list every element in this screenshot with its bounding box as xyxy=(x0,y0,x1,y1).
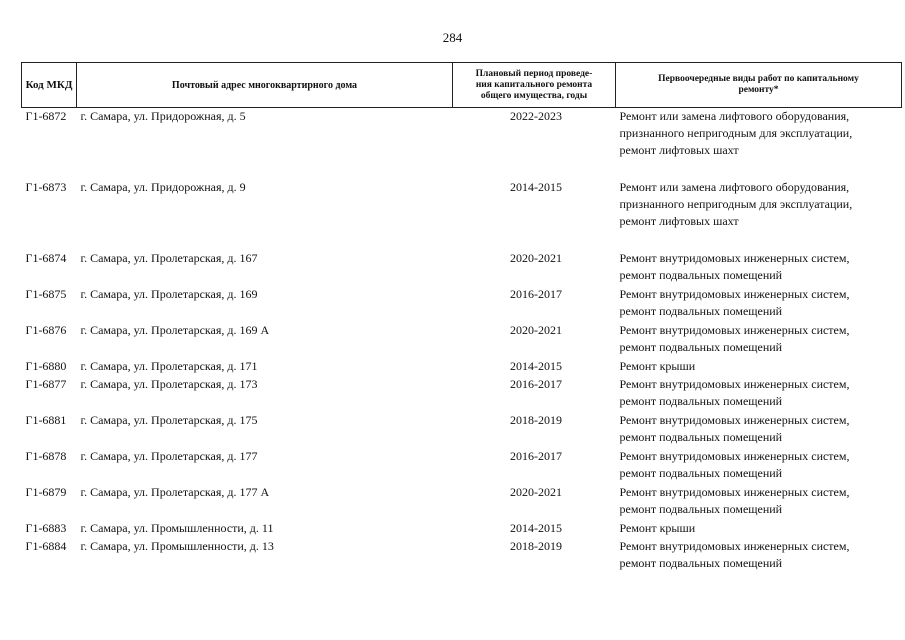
cell-address: г. Самара, ул. Пролетарская, д. 177 А xyxy=(80,485,270,499)
table-row xyxy=(22,376,902,412)
cell-period: 2020-2021 xyxy=(510,485,562,499)
work-line: ремонт лифтовых шахт xyxy=(619,214,739,228)
cell-code: Г1-6872 xyxy=(25,109,67,123)
cell-address: г. Самара, ул. Пролетарская, д. 177 xyxy=(80,449,258,463)
work-line: признанного непригодным для эксплуатации, xyxy=(619,126,853,140)
cell-code: Г1-6878 xyxy=(25,449,67,463)
cell-works xyxy=(616,322,902,358)
work-line: ремонт лифтовых шахт xyxy=(619,143,739,157)
cell-address: г. Самара, ул. Пролетарская, д. 169 А xyxy=(80,323,270,337)
work-line: Ремонт внутридомовых инженерных систем, xyxy=(619,413,850,427)
table-row xyxy=(22,286,902,322)
cell-code: Г1-6876 xyxy=(25,323,67,337)
header-period xyxy=(453,63,616,108)
table-body xyxy=(22,108,902,575)
header-address: Почтовый адрес многоквартирного дома xyxy=(77,63,453,108)
table-row xyxy=(22,484,902,520)
work-line: ремонт подвальных помещений xyxy=(619,502,783,516)
table-row xyxy=(22,520,902,538)
cell-address: г. Самара, ул. Пролетарская, д. 175 xyxy=(80,413,258,427)
table-row xyxy=(22,538,902,574)
cell-works xyxy=(616,250,902,286)
cell-code: Г1-6881 xyxy=(25,413,67,427)
cell-address: г. Самара, ул. Пролетарская, д. 169 xyxy=(80,287,258,301)
work-line: Ремонт крыши xyxy=(619,359,696,373)
cell-code: Г1-6879 xyxy=(25,485,67,499)
work-line: Ремонт внутридомовых инженерных систем, xyxy=(619,287,850,301)
cell-code: Г1-6877 xyxy=(25,377,67,391)
cell-address: г. Самара, ул. Пролетарская, д. 173 xyxy=(80,377,258,391)
cell-works xyxy=(616,448,902,484)
work-line: ремонт подвальных помещений xyxy=(619,430,783,444)
cell-period: 2022-2023 xyxy=(510,109,562,123)
cell-address: г. Самара, ул. Придорожная, д. 5 xyxy=(80,109,246,123)
cell-period: 2018-2019 xyxy=(510,539,562,553)
table-header-row xyxy=(22,63,902,108)
header-period-line: общего имущества, годы xyxy=(480,90,588,101)
housing-repair-table xyxy=(21,62,902,574)
cell-works xyxy=(616,376,902,412)
work-line: ремонт подвальных помещений xyxy=(619,466,783,480)
work-line: Ремонт или замена лифтового оборудования, xyxy=(619,180,850,194)
cell-code: Г1-6874 xyxy=(25,251,67,265)
table-row xyxy=(22,358,902,376)
cell-period: 2018-2019 xyxy=(510,413,562,427)
work-line: Ремонт внутридомовых инженерных систем, xyxy=(619,485,850,499)
header-works xyxy=(616,63,902,108)
work-line: ремонт подвальных помещений xyxy=(619,268,783,282)
page-number: 284 xyxy=(442,30,463,45)
work-line: Ремонт крыши xyxy=(619,521,696,535)
work-line: Ремонт или замена лифтового оборудования, xyxy=(619,109,850,123)
work-line: Ремонт внутридомовых инженерных систем, xyxy=(619,377,850,391)
work-line: ремонт подвальных помещений xyxy=(619,556,783,570)
work-line: признанного непригодным для эксплуатации, xyxy=(619,197,853,211)
cell-works xyxy=(616,358,902,376)
cell-period: 2020-2021 xyxy=(510,251,562,265)
cell-code: Г1-6873 xyxy=(25,180,67,194)
cell-code: Г1-6883 xyxy=(25,521,67,535)
table-row xyxy=(22,412,902,448)
table-row xyxy=(22,250,902,286)
table-row xyxy=(22,448,902,484)
cell-period: 2014-2015 xyxy=(510,359,562,373)
cell-works xyxy=(616,484,902,520)
cell-works xyxy=(616,520,902,538)
cell-works xyxy=(616,108,902,180)
work-line: Ремонт внутридомовых инженерных систем, xyxy=(619,251,850,265)
cell-code: Г1-6875 xyxy=(25,287,67,301)
cell-works xyxy=(616,538,902,574)
cell-works xyxy=(616,412,902,448)
work-line: Ремонт внутридомовых инженерных систем, xyxy=(619,539,850,553)
cell-code: Г1-6880 xyxy=(25,359,67,373)
header-works-line: ремонту* xyxy=(738,85,779,95)
cell-address: г. Самара, ул. Придорожная, д. 9 xyxy=(80,180,246,194)
cell-works xyxy=(616,179,902,250)
work-line: Ремонт внутридомовых инженерных систем, xyxy=(619,323,850,337)
cell-address: г. Самара, ул. Пролетарская, д. 167 xyxy=(80,251,258,265)
table-row xyxy=(22,322,902,358)
cell-period: 2016-2017 xyxy=(510,287,562,301)
work-line: ремонт подвальных помещений xyxy=(619,304,783,318)
table-row xyxy=(22,179,902,250)
cell-address: г. Самара, ул. Пролетарская, д. 171 xyxy=(80,359,258,373)
cell-period: 2014-2015 xyxy=(510,180,562,194)
header-works-line: Первоочередные виды работ по капитальному xyxy=(658,74,859,84)
cell-address: г. Самара, ул. Промышленности, д. 11 xyxy=(80,521,274,535)
table-row xyxy=(22,108,902,180)
cell-period: 2016-2017 xyxy=(510,449,562,463)
cell-works xyxy=(616,286,902,322)
cell-period: 2020-2021 xyxy=(510,323,562,337)
header-period-line: Плановый период проведе- xyxy=(475,68,593,79)
cell-address: г. Самара, ул. Промышленности, д. 13 xyxy=(80,539,274,553)
work-line: ремонт подвальных помещений xyxy=(619,394,783,408)
cell-code: Г1-6884 xyxy=(25,539,67,553)
cell-period: 2016-2017 xyxy=(510,377,562,391)
header-code: Код МКД xyxy=(22,63,77,108)
header-period-line: ния капитального ремонта xyxy=(475,79,593,90)
work-line: Ремонт внутридомовых инженерных систем, xyxy=(619,449,850,463)
work-line: ремонт подвальных помещений xyxy=(619,340,783,354)
cell-period: 2014-2015 xyxy=(510,521,562,535)
